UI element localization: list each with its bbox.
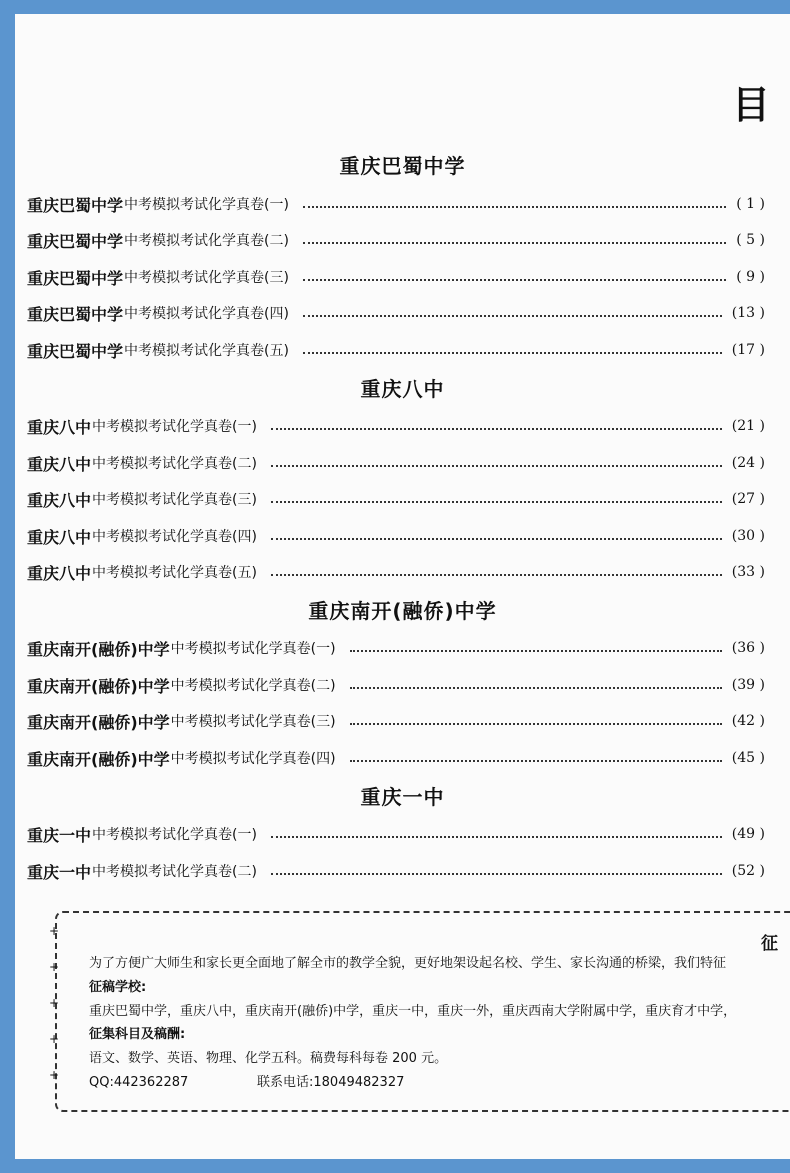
toc-entry[interactable]: 重庆八中 中考模拟考试化学真卷(五) (33 ) (27, 563, 765, 583)
toc-entry[interactable]: 重庆八中 中考模拟考试化学真卷(二) (24 ) (27, 454, 765, 474)
toc-entry[interactable]: 重庆南开(融侨)中学 中考模拟考试化学真卷(四) (45 ) (27, 749, 765, 769)
notice-subjects-label: 征集科目及稿酬: (89, 1027, 186, 1042)
toc-entry[interactable]: 重庆巴蜀中学 中考模拟考试化学真卷(二) ( 5 ) (27, 231, 765, 251)
page-number: ( 5 ) (736, 232, 765, 248)
toc-entry[interactable]: 重庆南开(融侨)中学 中考模拟考试化学真卷(一) (36 ) (27, 639, 765, 659)
toc-entry[interactable]: 重庆南开(融侨)中学 中考模拟考试化学真卷(三) (42 ) (27, 712, 765, 732)
page-number: (39 ) (731, 677, 765, 693)
toc-entry[interactable]: 重庆巴蜀中学 中考模拟考试化学真卷(一) ( 1 ) (27, 195, 765, 215)
page-number: (45 ) (731, 750, 765, 766)
page-number: (52 ) (731, 863, 765, 879)
page-number: (49 ) (731, 826, 765, 842)
toc-entry[interactable]: 重庆八中 中考模拟考试化学真卷(一) (21 ) (27, 417, 765, 437)
toc-page (15, 14, 790, 1159)
notice-qq: QQ:442362287 (89, 1075, 189, 1090)
page-number: (21 ) (731, 418, 765, 434)
toc-entry[interactable]: 重庆一中 中考模拟考试化学真卷(二) (52 ) (27, 862, 765, 882)
page-number: (24 ) (731, 455, 765, 471)
toc-heading: 目 (732, 83, 771, 127)
notice-schools-label: 征稿学校: (89, 980, 147, 995)
notice-phone: 联系电话:18049482327 (257, 1075, 405, 1090)
cross-mark: + (49, 996, 60, 1010)
section-title-bashu: 重庆巴蜀中学 (339, 154, 466, 178)
page-number: (36 ) (731, 640, 765, 656)
page-number: (42 ) (731, 713, 765, 729)
page-number: (30 ) (731, 528, 765, 544)
section-title-bazhong: 重庆八中 (360, 377, 445, 401)
section-title-nankai: 重庆南开(融侨)中学 (308, 599, 497, 623)
page-number: (13 ) (731, 305, 765, 321)
section-title-yizhong: 重庆一中 (360, 785, 445, 809)
cross-mark: + (49, 1032, 60, 1046)
notice-subjects: 语文、数学、英语、物理、化学五科。稿费每科每卷 200 元。 (89, 1051, 448, 1066)
page-number: ( 1 ) (736, 196, 765, 212)
cross-mark: + (49, 1068, 60, 1082)
page-number: (17 ) (731, 342, 765, 358)
toc-entry[interactable]: 重庆一中 中考模拟考试化学真卷(一) (49 ) (27, 825, 765, 845)
toc-entry[interactable]: 重庆八中 中考模拟考试化学真卷(三) (27 ) (27, 490, 765, 510)
toc-entry[interactable]: 重庆八中 中考模拟考试化学真卷(四) (30 ) (27, 527, 765, 547)
page-number: (27 ) (731, 491, 765, 507)
page-number: ( 9 ) (736, 269, 765, 285)
toc-entry[interactable]: 重庆巴蜀中学 中考模拟考试化学真卷(五) (17 ) (27, 341, 765, 361)
toc-entry[interactable]: 重庆巴蜀中学 中考模拟考试化学真卷(四) (13 ) (27, 304, 765, 324)
call-for-papers-box (49, 911, 790, 1112)
notice-title: 征 (761, 934, 778, 954)
page-number: (33 ) (731, 564, 765, 580)
cross-mark: + (49, 924, 60, 938)
cross-mark: + (49, 960, 60, 974)
notice-intro: 为了方便广大师生和家长更全面地了解全市的教学全貌，更好地架设起名校、学生、家长沟通的桥梁，我们特征 (89, 956, 727, 971)
notice-schools: 重庆巴蜀中学，重庆八中，重庆南开(融侨)中学，重庆一中，重庆一外，重庆西南大学附属中学，重庆育才中学， (89, 1004, 737, 1019)
toc-entry[interactable]: 重庆南开(融侨)中学 中考模拟考试化学真卷(二) (39 ) (27, 676, 765, 696)
toc-entry[interactable]: 重庆巴蜀中学 中考模拟考试化学真卷(三) ( 9 ) (27, 268, 765, 288)
